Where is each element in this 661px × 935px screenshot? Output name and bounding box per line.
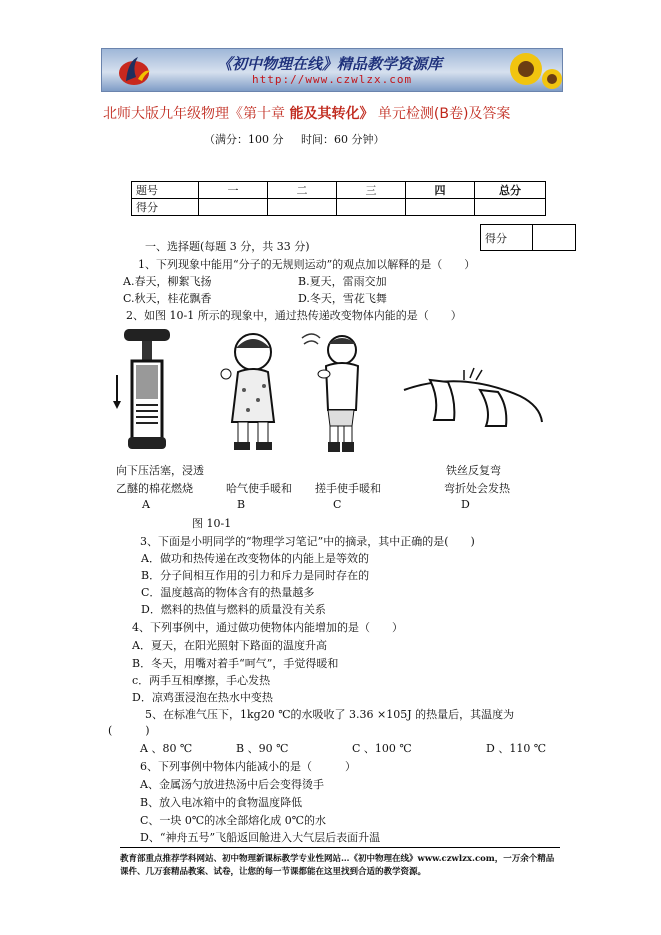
boy-rubbing-hands-illustration — [298, 330, 368, 455]
q4-option-c: c．两手互相摩擦，手心发热 — [132, 674, 271, 687]
score-table-row — [132, 199, 546, 216]
q3-option-c: C．温度越高的物体含有的热量越多 — [141, 586, 315, 599]
score-header-cell: 二 — [268, 182, 337, 199]
score-table — [131, 181, 546, 216]
q6-option-c: C、一块 0℃的冰全部熔化成 0℃的水 — [140, 814, 327, 827]
q3-option-d: D．燃料的热值与燃料的质量没有关系 — [141, 603, 326, 616]
question-5-blank: ( ) — [108, 724, 150, 737]
q3-option-b: B．分子间相互作用的引力和斥力是同时存在的 — [141, 569, 370, 582]
bending-wire-illustration — [400, 360, 545, 430]
q5-option-a: A 、80 ℃ — [140, 742, 193, 755]
site-banner — [101, 48, 563, 92]
banner-title: 《初中物理在线》精品教学资源库 — [217, 55, 443, 73]
question-1: 1、下列现象中能用“分子的无规则运动”的观点加以解释的是（ ） — [138, 258, 476, 271]
q1-option-b: B.夏天，雷雨交加 — [298, 275, 387, 288]
q1-option-c: C.秋天，桂花飘香 — [123, 292, 212, 305]
site-logo-icon — [116, 53, 152, 87]
q1-option-d: D.冬天，雪花飞舞 — [298, 292, 387, 305]
score-cell[interactable] — [199, 199, 268, 216]
question-5: 5、在标准气压下，1kg20 ℃的水吸收了 3.36 ×105J 的热量后，其温度为 — [145, 708, 515, 721]
q5-option-d: D 、110 ℃ — [486, 742, 547, 755]
exam-time: 时间：60 分钟） — [300, 133, 385, 146]
title-part-3: 单元检测(B卷)及答案 — [377, 106, 511, 122]
score-cell[interactable] — [406, 199, 475, 216]
piston-cylinder-illustration — [112, 325, 182, 460]
fig-letter-b: B — [237, 498, 246, 511]
section-heading: 一、选择题(每题 3 分，共 33 分) — [145, 240, 310, 253]
fig-a-caption-2: 乙醚的棉花燃烧 — [116, 482, 193, 495]
score-cell[interactable] — [475, 199, 546, 216]
sunflower-icon — [490, 49, 562, 91]
q4-option-d: D．凉鸡蛋浸泡在热水中变热 — [132, 691, 273, 704]
page-title — [103, 103, 510, 123]
fig-letter-c: C — [333, 498, 342, 511]
question-6: 6、下列事例中物体内能减小的是（ ） — [140, 760, 356, 773]
q4-option-b: B．冬天，用嘴对着手“呵气”，手觉得暖和 — [132, 657, 339, 670]
score-header-cell: 题号 — [132, 182, 199, 199]
section-score-box — [480, 224, 576, 251]
score-row-label: 得分 — [132, 199, 199, 216]
footer-divider — [120, 847, 560, 848]
q3-option-a: A．做功和热传递在改变物体的内能上是等效的 — [141, 552, 369, 565]
fig-letter-a: A — [142, 498, 150, 511]
fig-d-caption-1: 铁丝反复弯 — [446, 464, 501, 477]
q6-option-d: D、“神舟五号”飞船返回舱进入大气层后表面升温 — [140, 831, 381, 844]
q6-option-a: A、金属汤勺放进热汤中后会变得烫手 — [140, 778, 324, 791]
question-2: 2、如图 10-1 所示的现象中，通过热传递改变物体内能的是（ ） — [126, 309, 462, 322]
score-cell[interactable] — [337, 199, 406, 216]
q5-option-c: C 、100 ℃ — [352, 742, 412, 755]
fig-c-caption: 搓手使手暖和 — [315, 482, 381, 495]
score-header-cell: 总分 — [475, 182, 546, 199]
section-score-cell[interactable] — [533, 225, 576, 251]
q1-option-a: A.春天，柳絮飞扬 — [123, 275, 212, 288]
q5-option-b: B 、90 ℃ — [236, 742, 289, 755]
q6-option-b: B、放入电冰箱中的食物温度降低 — [140, 796, 303, 809]
section-score-label: 得分 — [481, 225, 533, 251]
full-score: （满分：100 分 — [204, 133, 284, 146]
score-table-header-row — [132, 182, 546, 199]
score-header-cell: 四 — [406, 182, 475, 199]
q4-option-a: A．夏天，在阳光照射下路面的温度升高 — [132, 639, 327, 652]
banner-url[interactable]: http://www.czwlzx.com — [252, 73, 413, 86]
exam-meta — [204, 131, 384, 147]
score-header-cell: 一 — [199, 182, 268, 199]
footer-text: 教育部重点推荐学科网站、初中物理新课标教学专业性网站…《初中物理在线》www.czwlzx.com，一万余个精品课件、几万套精品教案、试卷，让您的每一节课都能在这里找到合适的教学资源。 — [120, 854, 555, 877]
fig-a-caption-1: 向下压活塞，浸透 — [116, 464, 204, 477]
title-part-2: 能及其转化》 — [289, 106, 374, 122]
fig-b-caption: 哈气使手暖和 — [226, 482, 292, 495]
girl-breathing-illustration — [218, 330, 288, 455]
fig-letter-d: D — [461, 498, 470, 511]
title-part-1: 北师大版九年级物理《第十章 — [103, 106, 285, 122]
score-cell[interactable] — [268, 199, 337, 216]
question-3: 3、下面是小明同学的“物理学习笔记”中的摘录，其中正确的是( ) — [140, 535, 475, 548]
question-4: 4、下列事例中，通过做功使物体内能增加的是（ ） — [132, 621, 403, 634]
fig-d-caption-2: 弯折处会发热 — [444, 482, 510, 495]
figure-label: 图 10-1 — [192, 517, 232, 530]
score-header-cell: 三 — [337, 182, 406, 199]
